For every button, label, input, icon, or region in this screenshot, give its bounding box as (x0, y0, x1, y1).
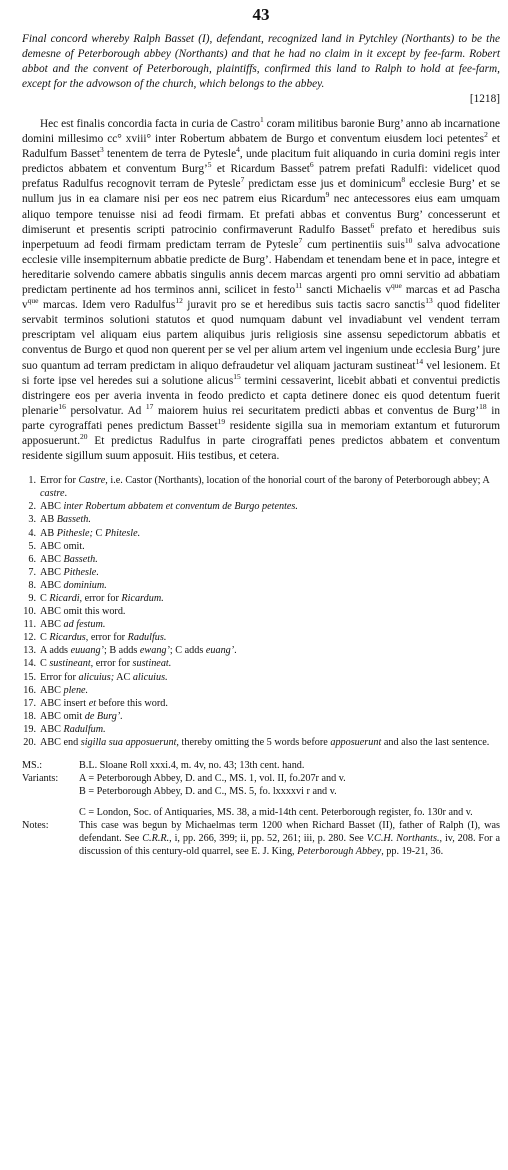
footnote-list (22, 474, 500, 749)
italic-text: euang’ (205, 645, 235, 657)
text-run: marcas. Idem vero Radulfus (38, 299, 176, 312)
footnote-number: 14. (23, 658, 36, 670)
text-run: Et predictus Radulfus in parte cirograffati penes predictos abbatem et conventum residente sigillum suum apposuit. Hiis testibus, et cetera. (22, 434, 500, 463)
text-run: , error for (79, 593, 122, 604)
footnote-item (22, 657, 500, 670)
footnote-number: 5. (28, 540, 36, 552)
footnote-item (22, 671, 500, 684)
footnote-ref: 9 (325, 190, 330, 200)
text-run: . (234, 645, 237, 657)
text-run: ABC (40, 723, 64, 735)
text-run: predictam esse jus et dominicum (244, 178, 402, 191)
footnote-ref: 6 (370, 220, 375, 230)
text-run: ABC insert (40, 697, 89, 709)
footnote-item (22, 579, 500, 592)
italic-text: Phitesle. (104, 527, 141, 539)
text-run: in parte cyrograffati penes predictum Basset (22, 404, 500, 432)
italic-text: Basseth. (56, 514, 91, 526)
italic-text: de Burg’. (84, 710, 123, 722)
text-run: Error for (40, 475, 79, 487)
text-run: AC (114, 671, 133, 683)
text-run: ABC (40, 566, 64, 578)
text-run: This case was begun by Michaelmas term 1200 when Richard Basset (II), father of Ralph (I), was defendant. See (79, 820, 500, 845)
text-run: , pp. 19-21, 36. (381, 846, 444, 858)
italic-text: Peterborough Abbey (297, 846, 382, 858)
footnote-number: 9. (28, 593, 36, 604)
italic-text: Ricardum. (121, 593, 164, 604)
text-run: , i, pp. 266, 399; ii, pp. 52, 261; iii, p. 280. See (169, 833, 367, 845)
italic-text: euuang’ (70, 645, 104, 657)
italic-text: sigilla sua apposuerunt (80, 737, 177, 749)
text-run: , iv, 208. For a discussion of this century-old quarrel, see E. J. King, (79, 833, 500, 858)
text-run: C (40, 632, 50, 644)
ms-value: B.L. Sloane Roll xxxi.4, m. 4v, no. 43; 13th cent. hand. (79, 760, 305, 772)
footnote-ref: 18 (479, 402, 487, 412)
footnote-ref: 1 (260, 115, 264, 125)
italic-text: inter Robertum abbatem et conventum de Burgo petentes. (63, 501, 298, 513)
text-run: and also the last sentence. (381, 737, 490, 749)
footnote-ref: 8 (401, 175, 406, 185)
italic-text: Radulfus. (127, 632, 167, 644)
footnote-ref: que (27, 296, 39, 306)
text-run: ABC omit. (40, 540, 85, 552)
footnote-ref: 16 (58, 402, 66, 412)
footnote-item (22, 553, 500, 566)
manuscript-info (22, 759, 500, 858)
footnote-item (22, 723, 500, 736)
text-run: . (64, 488, 68, 500)
text-run: C (40, 658, 50, 670)
footnote-ref: 11 (295, 281, 303, 291)
footnote-item (22, 474, 500, 500)
footnote-number: 3. (28, 514, 36, 526)
ms-row (22, 759, 500, 772)
text-run: C (92, 527, 105, 539)
text-run: ABC omit this word. (40, 606, 126, 618)
footnote-number: 13. (23, 645, 36, 657)
text-run: juravit pro se et heredibus suis tactis sacro sanctis (182, 299, 426, 312)
footnote-item (22, 566, 500, 579)
footnote-number: 7. (28, 566, 36, 578)
footnote-item (22, 605, 500, 618)
footnote-item (22, 697, 500, 710)
notes-value (79, 819, 500, 858)
footnote-item (22, 618, 500, 631)
ms-label: MS.: (22, 760, 43, 772)
footnote-item (22, 631, 500, 644)
text-run: termini cessaverint, licebit abbati et conventui predictis distringere eos per averia inventa in feodo predicto et capta detinere donec eis quod detentum fuerit plenarie (22, 374, 500, 417)
text-run: ABC omit (40, 710, 85, 722)
footnote-item (22, 500, 500, 513)
footnote-number: 19. (23, 723, 36, 735)
footnote-ref: 12 (175, 296, 183, 306)
text-run: maiorem huius rei securitatem predicti abbas et conventus de Burg’ (153, 404, 480, 417)
footnote-ref: 19 (217, 417, 226, 427)
footnote-item (22, 592, 500, 605)
text-run: persolvatur. Ad (65, 404, 146, 417)
text-run: ABC end (40, 737, 81, 749)
text-run: et Radulfum Basset (22, 133, 500, 161)
footnote-number: 16. (23, 684, 36, 696)
text-run: ecclesie Burg’ et se nullum jus in ea clamare nisi per eos nec patrem eius Ricardum (22, 178, 500, 206)
footnote-ref: que (390, 281, 402, 291)
summary-paragraph: Final concord whereby Ralph Basset (I), defendant, recognized land in Pytchley (Northants) to be the demesne of Peterborough abbey (Northants) and that he had no claim in it except by fee-farm. Robert abbot and the convent of Peterborough, plaintiffs, confirmed this land to Ralph to hold at fee-farm, except for the advowson of the church, which belongs to the abbey. (22, 33, 500, 90)
text-run: ABC (40, 579, 64, 591)
text-run: sancti Michaelis v (302, 284, 391, 297)
variant-b: B = Peterborough Abbey, D. and C., MS. 5, fo. lxxxxvi r and v. (79, 786, 337, 798)
italic-text: Pithesle. (63, 566, 99, 578)
text-run: tenentem de terra de Pytesle (103, 148, 237, 161)
notes-label: Notes: (22, 820, 49, 832)
text-run: ABC (40, 619, 64, 631)
text-run: , error for (85, 632, 128, 644)
variant-a: A = Peterborough Abbey, D. and C., MS. 1, vol. II, fo.207r and v. (79, 773, 346, 785)
footnote-ref: 17 (145, 402, 154, 412)
text-run: before this word. (96, 697, 168, 709)
footnote-ref: 7 (240, 175, 245, 185)
italic-text: dominium. (63, 579, 107, 591)
footnote-number: 11. (23, 619, 36, 631)
footnote-ref: 10 (404, 235, 413, 245)
italic-text: alicuius; (78, 671, 115, 683)
text-run: quod fideliter servabit terminos solutioni statutos et quod numquam dabunt vel invadiabunt vel vendent terram prescriptam vel aliquam eius partem aliquibus juris religiosis sine assensu sepedictorum abbatis et conventus de Burgo et quod non querent per se vel per alium artem vel ingenium unde ecclesia Burg’ jure suo quantum ad terram predictam in aliquo defraudetur vel aliquam jacturam sustineat (22, 299, 501, 372)
text-run: coram militibus baronie Burg’ anno ab incarnatione domini millesimo cc° xviii° inter Robertum abbatem de Burgo et conventum eiusdem loci petentes (22, 118, 500, 146)
footnote-item (22, 684, 500, 697)
footnote-number: 12. (23, 632, 36, 644)
italic-text: ad festum. (63, 619, 106, 631)
text-run: residente sigilla sua in memoriam extantum et futurorum apposuerunt. (22, 419, 500, 447)
text-run: C (40, 593, 50, 604)
footnote-item (22, 513, 500, 526)
italic-text: Pithesle; (56, 527, 93, 539)
footnote-ref: 4 (236, 145, 240, 155)
footnote-number: 15. (23, 671, 36, 683)
text-run: nec antecessores eius eam umquam aliquo tempore tenuisse nisi ad feodi firmam. Et prefati abbas et conventus Burg’ concesserunt et dimiserunt et presentis scripti patrocinio confirmaverunt Radulfo Basset (22, 193, 500, 236)
page-number: 43 (252, 5, 270, 24)
footnote-ref: 20 (80, 432, 88, 442)
footnote-number: 1. (28, 475, 36, 487)
text-run: Error for (40, 671, 79, 683)
footnote-ref: 6 (309, 160, 314, 170)
footnote-item (22, 736, 500, 749)
latin-text (22, 117, 500, 464)
text-run: ; B adds (103, 645, 140, 657)
text-run: cum pertinentiis suis (302, 238, 405, 251)
italic-text: alicuius. (132, 671, 168, 683)
text-run: ABC (40, 684, 64, 696)
text-run: A adds (40, 645, 71, 657)
variants-row (22, 772, 500, 819)
italic-text: C.R.R. (142, 833, 170, 845)
footnote-number: 6. (28, 553, 36, 565)
text-run: , i.e. Castor (Northants), location of the honorial court of the barony of Peterborough abbey; A (105, 475, 490, 487)
text-run: prefato et heredibus suis inperpetuum ad feodi firmam predictam terram de Pytesle (22, 223, 500, 251)
footnote-number: 17. (23, 697, 36, 709)
text-run: patrem prefati Radulfi: videlicet quod prefatus Radulfus recognovit terram de Pytesle (22, 163, 500, 191)
italic-text: ewang’ (139, 645, 170, 657)
text-run: salva advocatione ecclesie ville insempiternum abbatie predicte de Burg’. Habendam et tenendam bene et in pace, integre et hereditarie solvendo camere abbatis singulis annis decem marcas argenti pro omni servitio ad abbatiam predictam pertinente ad hos terminos anni, scilicet in festo (22, 238, 501, 297)
text-run: vel lesionem. Et si forte ipse vel heredes sui a solutione alicus (22, 359, 500, 387)
footnote-ref: 13 (425, 296, 433, 306)
italic-text: Ricardus (49, 632, 86, 644)
footnote-number: 2. (28, 501, 36, 513)
text-run: marcas et ad Pascha v (22, 284, 500, 312)
variants-label: Variants: (22, 773, 59, 785)
footnote-number: 18. (23, 710, 36, 722)
footnote-ref: 2 (484, 130, 488, 140)
text-run: ; C adds (169, 645, 206, 657)
italic-text: plene. (63, 684, 89, 696)
italic-text: et (88, 697, 97, 709)
footnote-item (22, 527, 500, 540)
text-run: , unde placitum fuit aliquando in curia domini regis inter predictos abbatem et conventum Burg’ (22, 148, 500, 176)
footnote-ref: 3 (99, 145, 104, 155)
date-label: [1218] (469, 93, 500, 105)
text-run: ABC (40, 553, 64, 565)
notes-row (22, 819, 500, 858)
text-run: ABC (40, 501, 64, 513)
italic-text: Castre (78, 475, 106, 487)
footnote-ref: 15 (233, 371, 241, 381)
footnote-number: 10. (23, 606, 36, 618)
italic-text: Radulfum. (63, 723, 106, 735)
italic-text: castre (40, 488, 65, 500)
footnote-item (22, 644, 500, 657)
italic-text: sustineat. (132, 658, 172, 670)
italic-text: V.C.H. Northants. (366, 833, 440, 845)
italic-text: apposuerunt (330, 737, 382, 749)
text-run: , error for (90, 658, 133, 670)
text-run: , thereby omitting the 5 words before (176, 737, 331, 749)
text-run: AB (40, 527, 57, 539)
italic-text: Ricardi (49, 593, 80, 604)
text-run: Hec est finalis concordia facta in curia de Castro (40, 118, 261, 130)
footnote-number: 4. (28, 527, 36, 539)
text-run: AB (40, 514, 57, 526)
italic-text: Basseth. (63, 553, 98, 565)
footnote-ref: 5 (207, 160, 212, 170)
italic-text: sustineant (49, 658, 91, 670)
text-run: et Ricardum Basset (211, 163, 310, 176)
variant-c: C = London, Soc. of Antiquaries, MS. 38, a mid-14th cent. Peterborough register, fo. 130r and v. (79, 807, 473, 819)
footnote-ref: 7 (298, 235, 303, 245)
footnote-item (22, 540, 500, 553)
footnote-item (22, 710, 500, 723)
footnote-number: 8. (28, 579, 36, 591)
footnote-number: 20. (23, 737, 36, 749)
footnote-ref: 14 (415, 356, 424, 366)
